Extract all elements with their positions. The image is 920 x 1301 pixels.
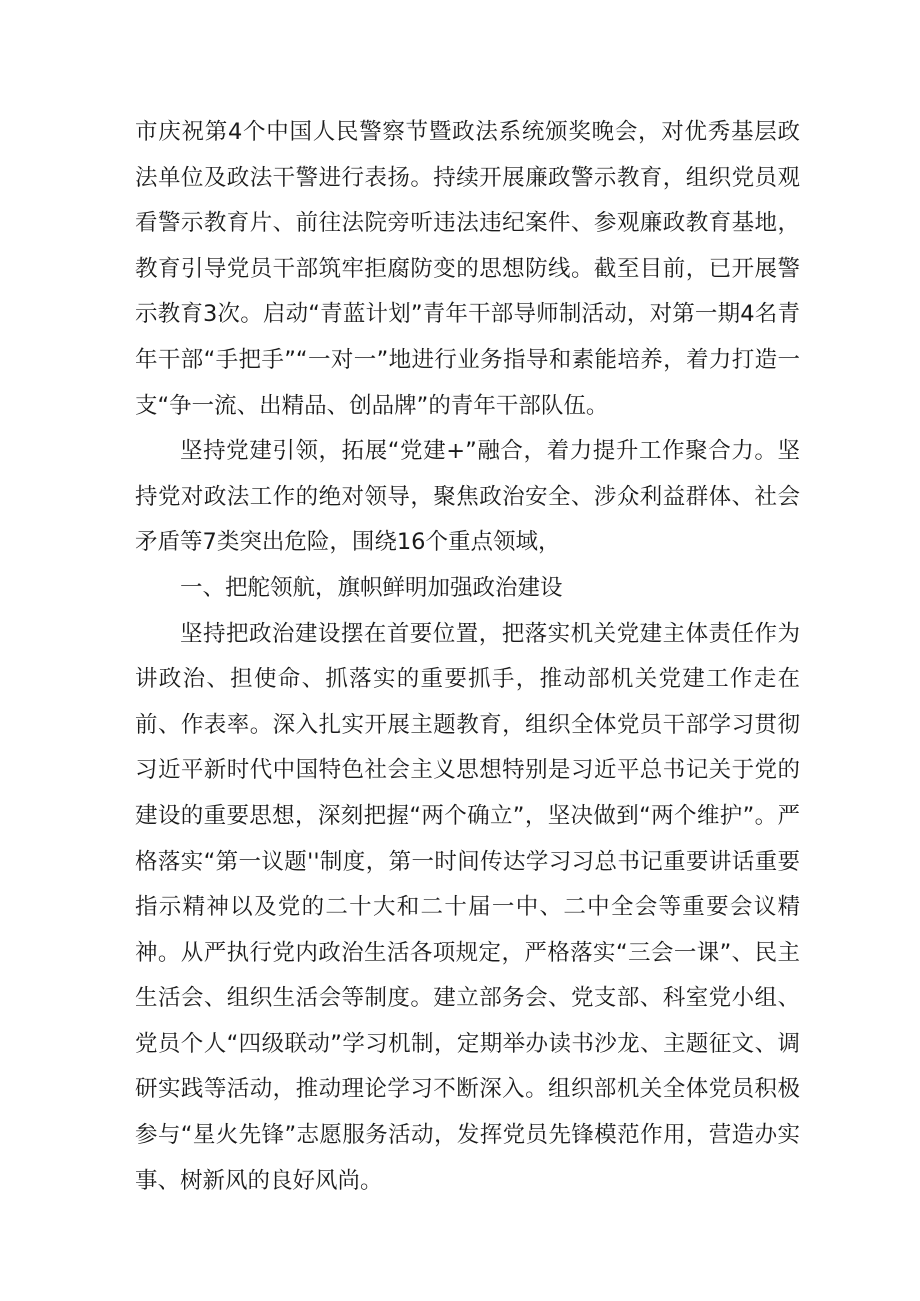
paragraph-political-construction: 坚持把政治建设摆在首要位置，把落实机关党建主体责任作为讲政治、担使命、抓落实的重要抓手，推动部机关党建工作走在前、作表率。深入扎实开展主题教育，组织全体党员干部学习贯彻习近平新时代中国特色社会主义思想特别是习近平总书记关于党的建设的重要思想，深刻把握“两个确立”，坚决做到“两个维护”。严格落实“第一议题''制度，第一时间传达学习习总书记重要讲话重要指示精神以及党的二十大和二十届一中、二中全会等重要会议精神。从严执行党内政治生活各项规定，严格落实“三会一课”、民主生活会、组织生活会等制度。建立部务会、党支部、科室党小组、党员个人“四级联动”学习机制，定期举办读书沙龙、主题征文、调研实践等活动，推动理论学习不断深入。组织部机关全体党员积极参与“星火先锋”志愿服务活动，发挥党员先锋模范作用，营造办实事、树新风的良好风尚。 <box>135 620 800 1194</box>
paragraph-party-building: 坚持党建引领，拓展“党建+”融合，着力提升工作聚合力。坚持党对政法工作的绝对领导，聚焦政治安全、涉众利益群体、社会矛盾等7类突出危险，围绕16个重点领域， <box>135 438 800 556</box>
document-body <box>135 110 800 1204</box>
section-heading: 一、把舵领航，旗帜鲜明加强政治建设 <box>180 574 563 601</box>
paragraph-commendation: 市庆祝第4个中国人民警察节暨政法系统颁奖晚会，对优秀基层政法单位及政法干警进行表扬。持续开展廉政警示教育，组织党员观看警示教育片、前往法院旁听违法违纪案件、参观廉政教育基地，教育引导党员干部筑牢拒腐防变的思想防线。截至目前，已开展警示教育3次。启动“青蓝计划”青年干部导师制活动，对第一期4名青年干部“手把手”“一对一”地进行业务指导和素能培养，着力打造一支“争一流、出精品、创品牌”的青年干部队伍。 <box>135 119 800 419</box>
